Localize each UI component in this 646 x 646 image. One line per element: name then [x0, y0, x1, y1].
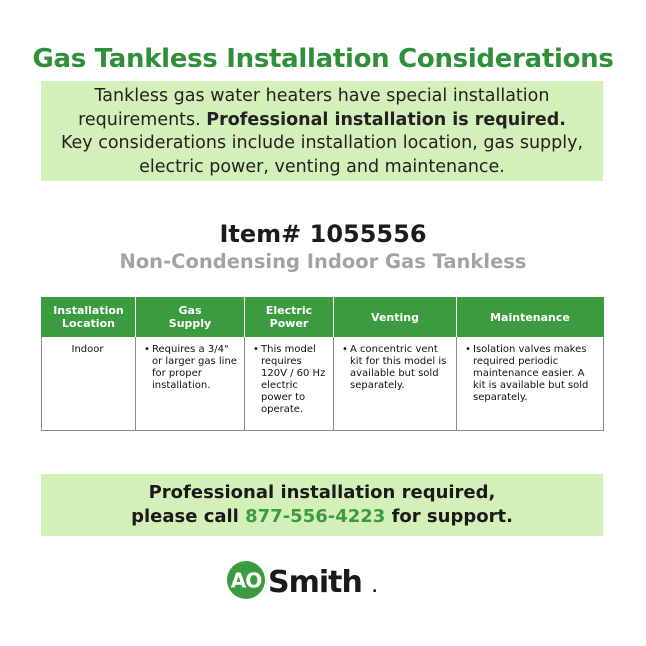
intro-line-4: electric power, venting and maintenance.	[139, 156, 505, 177]
header-installation-location: Installation Location	[42, 297, 136, 337]
intro-line-3: Key considerations include installation location, gas supply,	[60, 133, 584, 153]
intro-line-2	[41, 109, 603, 133]
intro-line-1: Tankless gas water heaters have special installation	[94, 86, 550, 106]
ao-smith-logo	[226, 560, 422, 600]
support-phone-number: 877-556-4223	[245, 506, 386, 527]
item-subtitle: Non-Condensing Indoor Gas Tankless	[119, 250, 527, 273]
header-gas-supply: Gas Supply	[136, 297, 245, 337]
table-row	[42, 337, 604, 431]
cell-location: Indoor	[42, 337, 136, 431]
text-venting: A concentric vent kit for this model is available but sold separately.	[350, 344, 447, 391]
header-venting: Venting	[334, 297, 457, 337]
cell-electric-power	[245, 337, 334, 431]
cta-line-2-prefix: please call	[131, 506, 246, 527]
text-gas: Requires a 3/4" or larger gas line for proper installation.	[152, 344, 237, 391]
intro-box	[41, 81, 603, 181]
bullet-electric: •	[253, 344, 259, 355]
support-callout	[41, 474, 603, 536]
cta-line-2-suffix: for support.	[385, 506, 513, 527]
text-electric: This model requires 120V / 60 Hz electric power to operate.	[261, 344, 326, 415]
cta-line-2	[41, 505, 603, 529]
header-electric-power: Electric Power	[245, 297, 334, 337]
logo-smith-text: Smith	[268, 565, 362, 600]
cell-gas-supply	[136, 337, 245, 431]
intro-line-2-bold: Professional installation is required.	[206, 109, 566, 130]
bullet-venting: •	[342, 344, 348, 355]
page-title: Gas Tankless Installation Considerations	[32, 44, 614, 74]
bullet-maintenance: •	[465, 344, 471, 355]
intro-line-2-prefix: requirements.	[78, 109, 207, 130]
text-maintenance: Isolation valves makes required periodic maintenance easier. A kit is available but sold separately.	[473, 344, 589, 403]
item-number: Item# 1055556	[219, 220, 427, 248]
logo-ao-text: AO	[230, 568, 262, 593]
logo-trademark: .	[372, 580, 378, 596]
considerations-table	[41, 297, 604, 431]
bullet-gas: •	[144, 344, 150, 355]
cta-line-1: Professional installation required,	[148, 482, 496, 503]
cell-venting	[334, 337, 457, 431]
cell-maintenance	[457, 337, 604, 431]
header-maintenance: Maintenance	[457, 297, 604, 337]
table-header-row	[42, 297, 604, 337]
